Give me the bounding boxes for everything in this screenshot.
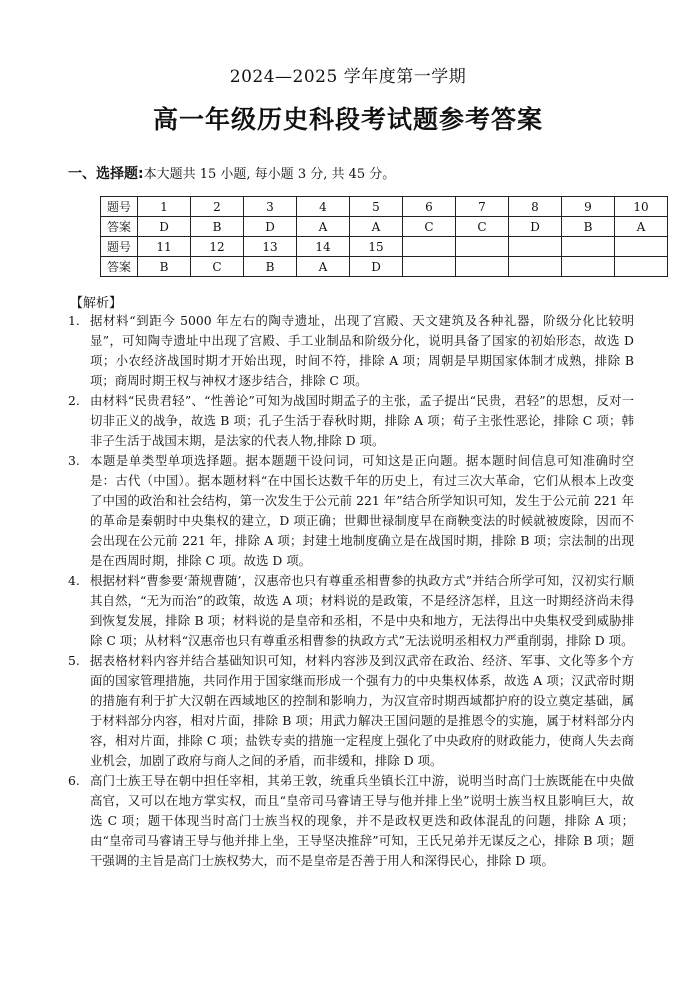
table-cell: A (350, 217, 403, 237)
table-cell: C (191, 257, 244, 277)
section-choice-heading (68, 163, 395, 183)
list-item (68, 451, 634, 571)
item-text: 本题是单类型单项选择题。据本题题干设问词，可知这是正向题。据本题时间信息可知准确时空是：古代（中国）。据本题材料“在中国长达数千年的历史上，有过三次大革命，它们从根本上改变了中国的政治和社会结构，第一次发生于公元前 221 年”结合所学知识可知，发生于公元前 221 年的革命是秦朝时中央集权的建立，D 项正确；世卿世禄制度早在商鞅变法的时候就被废除，因而不会出现在公元前 221 年，排除 A 项；封建土地制度确立是在战国时期，排除 B 项；宗法制的出现是在西周时期，排除 C 项。故选 D 项。 (90, 453, 634, 568)
analysis-heading: 【解析】 (70, 296, 123, 311)
row-label: 答案 (101, 217, 138, 237)
row-label: 题号 (101, 237, 138, 257)
table-cell (403, 237, 456, 257)
table-cell: D (138, 217, 191, 237)
table-cell (456, 237, 509, 257)
table-cell: 14 (297, 237, 350, 257)
section-desc: 本大题共 15 小题, 每小题 3 分, 共 45 分。 (143, 167, 396, 182)
school-year-line: 2024—2025 学年度第一学期 (229, 67, 467, 87)
row-label: 答案 (101, 257, 138, 277)
table-cell: C (456, 217, 509, 237)
table-cell: 3 (244, 197, 297, 217)
item-number: 6. (68, 773, 80, 788)
table-cell: A (615, 217, 668, 237)
list-item (68, 391, 634, 451)
table-cell: A (297, 257, 350, 277)
item-text: 据表格材料内容并结合基础知识可知，材料内容涉及到汉武帝在政治、经济、军事、文化等多个方面的国家管理措施，共同作用于国家继而形成一个强有力的中央集权体系，故选 A 项；汉武帝时期的措施有利于扩大汉朝在西域地区的控制和影响力，为汉宣帝时期西域都护府的设立奠定基础，属于材料部分内容，相对片面，排除 B 项；用武力解决王国问题的是推恩令的实施，属于材料部分内容，相对片面，排除 C 项；盐铁专卖的措施一定程度上强化了中央政府的财政能力，使商人失去商业机会，加剧了政府与商人之间的矛盾，而非缓和，排除 D 项。 (90, 653, 634, 768)
item-number: 2. (68, 393, 80, 408)
table-cell: 9 (562, 197, 615, 217)
table-row (101, 197, 668, 217)
table-cell: 6 (403, 197, 456, 217)
table-cell: 2 (191, 197, 244, 217)
table-cell: 10 (615, 197, 668, 217)
table-cell (562, 257, 615, 277)
table-cell: A (297, 217, 350, 237)
table-cell: B (191, 217, 244, 237)
analysis-list (68, 311, 634, 871)
item-number: 5. (68, 653, 80, 668)
item-text: 根据材料“曹参要‘萧规曹随’，汉惠帝也只有尊重丞相曹参的执政方式”并结合所学可知，汉初实行顺其自然，“无为而治”的政策，故选 A 项；材料说的是政策，不是经济怎样，且这一时期经济尚未得到恢复发展，排除 B 项；材料说的是皇帝和丞相，不是中央和地方，无法得出中央集权受到威胁排除 C 项；从材料“汉惠帝也只有尊重丞相曹参的执政方式”无法说明丞相权力严重削弱，排除 D 项。 (90, 573, 634, 648)
table-cell (403, 257, 456, 277)
row-label: 题号 (101, 197, 138, 217)
item-number: 3. (68, 453, 80, 468)
table-row (101, 257, 668, 277)
table-row (101, 237, 668, 257)
table-cell: 7 (456, 197, 509, 217)
table-cell (615, 237, 668, 257)
table-cell: 1 (138, 197, 191, 217)
table-cell: 11 (138, 237, 191, 257)
answer-table (100, 196, 668, 277)
list-item (68, 771, 634, 871)
table-cell: C (403, 217, 456, 237)
item-text: 高门士族王导在朝中担任宰相，其弟王敦，统重兵坐镇长江中游，说明当时高门士族既能在中央做高官，又可以在地方掌实权，而且“皇帝司马睿请王导与他并排上坐”说明士族当权且影响巨大，故选 C 项；题干体现当时高门士族当权的现象，并不是政权更迭和政体混乱的问题，排除 A 项；由“皇帝司马睿请王导与他并排上坐，王导坚决推辞”可知，王氏兄弟并无谋反之心，排除 B 项；题干强调的主旨是高门士族权势大，而不是皇帝是否善于用人和深得民心，排除 D 项。 (90, 773, 634, 868)
table-cell: 15 (350, 237, 403, 257)
table-cell: B (138, 257, 191, 277)
list-item (68, 571, 634, 651)
table-cell (509, 257, 562, 277)
table-cell: 12 (191, 237, 244, 257)
item-text: 由材料“民贵君轻”、“性善论”可知为战国时期孟子的主张，孟子提出“民贵，君轻”的思想，反对一切非正义的战争，故选 B 项；孔子生活于春秋时期，排除 A 项；荀子主张性恶论，排除 C 项；韩非子生活于战国末期，是法家的代表人物,排除 D 项。 (90, 393, 634, 448)
table-cell: 8 (509, 197, 562, 217)
table-cell: 5 (350, 197, 403, 217)
table-cell: 13 (244, 237, 297, 257)
table-cell (615, 257, 668, 277)
table-cell: D (244, 217, 297, 237)
table-cell: B (244, 257, 297, 277)
item-number: 4. (68, 573, 80, 588)
table-cell: 4 (297, 197, 350, 217)
list-item (68, 311, 634, 391)
table-cell (456, 257, 509, 277)
table-cell: D (509, 217, 562, 237)
item-number: 1. (68, 313, 80, 328)
table-cell: B (562, 217, 615, 237)
list-item (68, 651, 634, 771)
table-row (101, 217, 668, 237)
table-cell (562, 237, 615, 257)
page-title: 高一年级历史科段考试题参考答案 (152, 105, 543, 134)
section-label: 一、选择题: (68, 166, 144, 182)
table-cell: D (350, 257, 403, 277)
item-text: 据材料“到距今 5000 年左右的陶寺遗址，出现了宫殿、天文建筑及各种礼器，阶级分化比较明显”，可知陶寺遗址中出现了宫殿、手工业制品和阶级分化，说明具备了国家的初始形态，故选 D 项；小农经济战国时期才开始出现，时间不符，排除 A 项；周朝是早期国家体制才成熟，排除 B 项；商周时期王权与神权才逐步结合，排除 C 项。 (90, 313, 634, 388)
table-cell (509, 237, 562, 257)
